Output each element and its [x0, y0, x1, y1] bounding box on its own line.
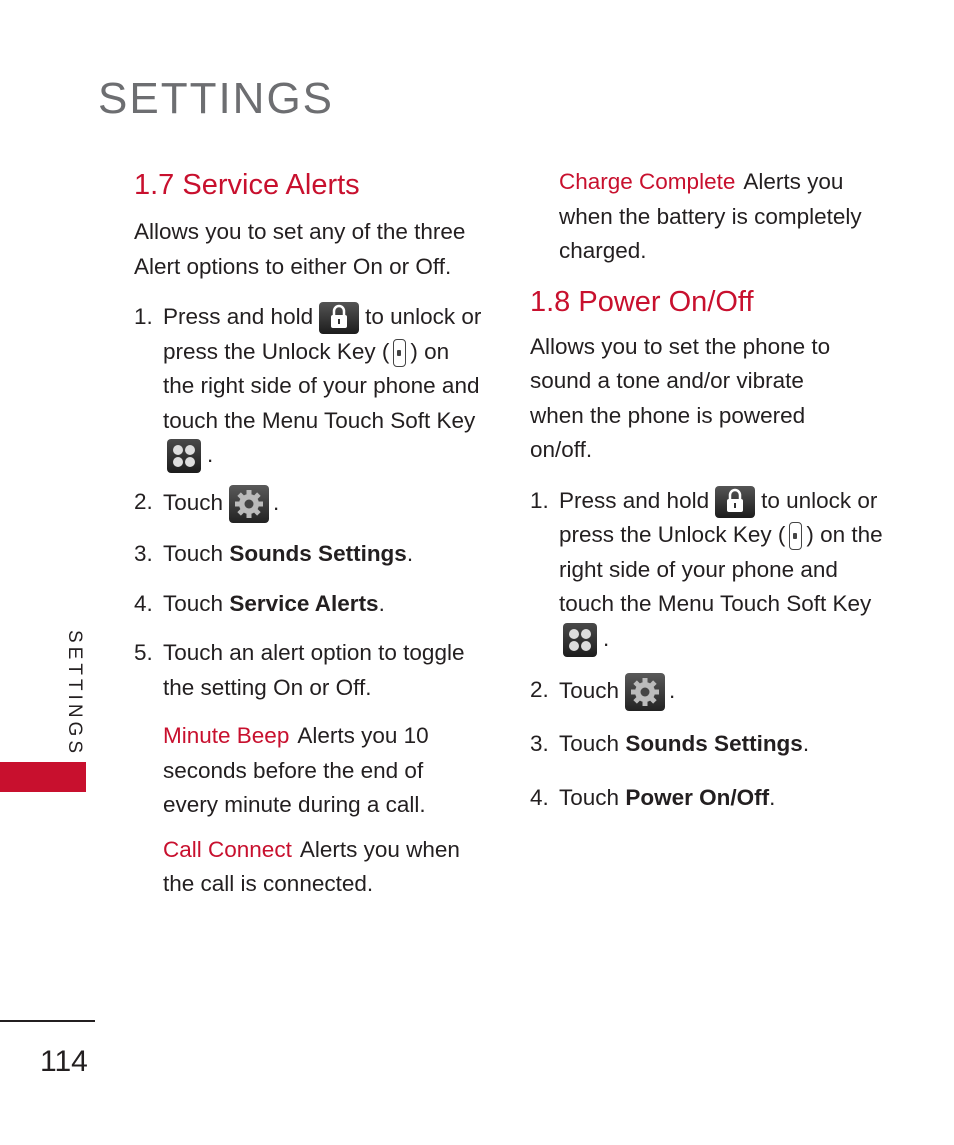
option-minute-beep — [134, 719, 484, 823]
step-number: 4. — [530, 785, 549, 811]
step-text: Touch — [559, 677, 620, 703]
step-emphasis: Sounds Settings — [625, 730, 803, 756]
unlock-key-icon — [789, 522, 802, 550]
step-text: Press and hold — [163, 304, 314, 329]
menu-grid-icon — [563, 623, 597, 657]
section-heading-power-onoff: 1.8 Power On/Off — [530, 285, 754, 318]
step-text: . — [207, 442, 214, 467]
step-text: Touch an alert option to toggle the setting On or Off. — [163, 640, 465, 700]
page-title: SETTINGS — [98, 74, 335, 123]
step-text: Touch — [559, 785, 620, 811]
lock-icon — [319, 302, 359, 334]
power-onoff-intro: Allows you to set the phone to sound a tone and/or vibrate when the phone is powered on/off. — [530, 333, 831, 462]
option-term: Call Connect — [163, 836, 292, 862]
step-1 — [134, 300, 484, 473]
option-term: Charge Complete — [559, 169, 736, 194]
left-column — [134, 165, 484, 902]
step-text: ) on the right side of your phone and touch the Menu Touch Soft Key — [559, 522, 883, 616]
step-text: . — [273, 490, 280, 515]
option-call-connect — [134, 833, 484, 902]
lock-icon — [715, 486, 755, 518]
step-3 — [530, 727, 890, 762]
step-number: 5. — [134, 640, 153, 666]
step-text: Touch — [559, 730, 620, 756]
step-text: Touch — [163, 590, 224, 616]
step-emphasis: Service Alerts — [229, 590, 379, 616]
step-text: . — [769, 785, 776, 811]
step-emphasis: Power On/Off — [625, 785, 770, 811]
step-text: . — [406, 541, 414, 567]
step-4 — [530, 781, 890, 816]
step-text: . — [802, 730, 810, 756]
step-text: Press and hold — [559, 487, 710, 513]
step-5 — [134, 636, 484, 705]
step-number: 1. — [134, 304, 153, 329]
step-text: Touch — [163, 490, 224, 515]
page-number: 114 — [40, 1045, 88, 1078]
step-3 — [134, 537, 484, 572]
right-column — [530, 165, 890, 816]
option-term: Minute Beep — [163, 723, 290, 749]
settings-gear-icon — [625, 673, 665, 711]
option-desc: Alerts you when the call is connected. — [163, 836, 460, 897]
step-text: ) on the right side of your phone and touch the Menu Touch Soft Key — [163, 338, 480, 433]
side-tab-label: SETTINGS — [64, 630, 85, 758]
step-4 — [134, 587, 484, 622]
step-number: 3. — [530, 730, 549, 756]
section-heading-service-alerts: 1.7 Service Alerts — [134, 169, 360, 201]
step-text: Touch — [163, 541, 224, 567]
settings-gear-icon — [229, 485, 269, 523]
step-text: . — [669, 677, 676, 703]
step-number: 2. — [530, 676, 549, 702]
side-tab-marker — [0, 762, 86, 792]
step-number: 2. — [134, 489, 153, 515]
menu-grid-icon — [167, 439, 201, 473]
option-charge-complete — [530, 165, 890, 269]
step-number: 4. — [134, 590, 153, 616]
option-desc: Alerts you when the battery is completely charged. — [559, 169, 862, 263]
step-1 — [530, 484, 890, 657]
step-text: . — [603, 625, 610, 651]
unlock-key-icon — [393, 339, 406, 367]
step-text: to unlock or press the Unlock Key ( — [559, 487, 878, 547]
step-text: to unlock or press the Unlock Key ( — [163, 304, 482, 364]
footer-rule — [0, 1020, 95, 1022]
step-text: . — [378, 590, 385, 616]
service-alerts-intro: Allows you to set any of the three Alert options to either On or Off. — [134, 219, 466, 279]
step-2 — [530, 673, 890, 711]
step-2 — [134, 485, 484, 523]
step-number: 1. — [530, 487, 549, 513]
step-number: 3. — [134, 541, 153, 567]
step-emphasis: Sounds Settings — [229, 541, 407, 567]
option-desc: Alerts you 10 seconds before the end of every minute during a call. — [163, 723, 429, 818]
